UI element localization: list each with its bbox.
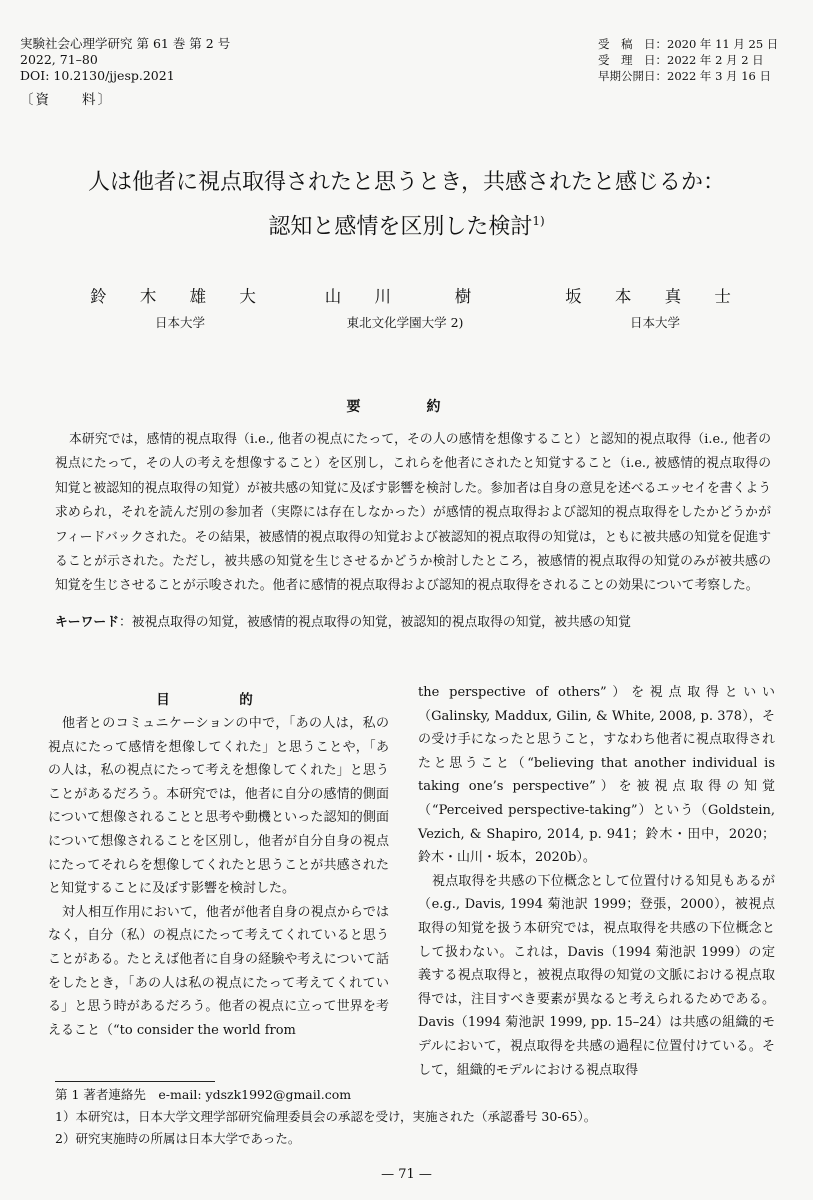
section-tag: 〔資 料〕 <box>20 92 113 108</box>
author-2 <box>300 283 510 331</box>
author-1 <box>80 283 280 331</box>
section-heading-purpose: 目 的 <box>156 692 281 708</box>
body-paragraph: the perspective of others”）を視点取得といい（Galinsky, Maddux, Gilin, & White, 2008, p. 378），その受け手になったと思うこと，すなわち他者に視点取得されたと思うこと（“believing that another individual is taking one’s perspective”）を被視点取得の知覚（“Perceived perspective-taking”）という（Goldstein, Vezich, & Shapiro, 2014, p. 941；鈴木・田中，2020；鈴木・山川・坂本，2020b）。 <box>418 685 775 866</box>
footnote-divider <box>55 1081 215 1082</box>
journal-pages: 2022, 71–80 <box>20 52 98 67</box>
footnotes <box>55 1084 596 1150</box>
author-affiliation: 東北文化学園大学 2) <box>346 315 464 330</box>
body-paragraph: 他者とのコミュニケーションの中で，「あの人は，私の視点にたって感情を想像してくれた」と思うことや，「あの人は，私の視点にたって考えを想像してくれた」と思うことがあるだろう。本研究では，他者に自分の感情的側面について想像されることと思考や動機といった認知的側面について想像されることを区別し，他者が自分自身の視点にたってそれらを想像してくれたと思うことが共感されたと知覚することに及ぼす影響を検討した。 <box>48 716 389 897</box>
author-name: 鈴 木 雄 大 <box>90 287 270 306</box>
author-name: 山 川 樹 <box>324 287 486 306</box>
keywords-label: キーワード <box>55 615 119 630</box>
abstract-heading: 要 約 <box>346 399 467 415</box>
author-name: 坂 本 真 士 <box>565 287 745 306</box>
body-paragraph: 対人相互作用において，他者が他者自身の視点からではなく，自分（私）の視点にたって考えてくれていると思うことがある。たとえば他者に自身の経験や考えについて話をしたとき，「あの人は私の視点にたって考えてくれている」と思う時があるだろう。他者の視点に立って世界を考えること（“to consider the world from <box>48 904 389 1038</box>
author-affiliation: 日本大学 <box>629 315 680 330</box>
keywords-list: ：被視点取得の知覚，被感情的視点取得の知覚，被認知的視点取得の知覚，被共感の知覚 <box>118 615 631 630</box>
early-publication-date: 早期公開日：2022 年 3 月 16 日 <box>598 69 771 83</box>
footnote-1: 1）本研究は，日本大学文理学部研究倫理委員会の承認を受け，実施された（承認番号 30-65）。 <box>55 1109 597 1124</box>
paper-title <box>0 164 813 246</box>
author-3 <box>555 283 755 331</box>
accepted-date: 受 理 日：2022 年 2 月 2 日 <box>598 53 764 67</box>
page-number: — 71 — <box>381 1167 432 1182</box>
body-left-column <box>48 712 389 1042</box>
author-affiliation: 日本大学 <box>154 315 205 330</box>
keywords <box>55 611 771 630</box>
journal-doi: DOI: 10.2130/jjesp.2021 <box>20 68 175 83</box>
footnote-contact: 第 1 著者連絡先 e-mail: ydszk1992@gmail.com <box>55 1087 352 1102</box>
journal-name: 実験社会心理学研究 第 61 巻 第 2 号 <box>20 36 231 51</box>
body-paragraph: 視点取得を共感の下位概念として位置付ける知見もあるが（e.g., Davis, 1994 菊池訳 1999；登張，2000），被視点取得の知覚を扱う本研究では，視点取得を共感の下位概念として扱わない。これは，Davis（1994 菊池訳 1999）の定義する視点取得と，被視点取得の知覚の文脈における視点取得では，注目すべき要素が異なると考えられるためである。Davis（1994 菊池訳 1999, pp. 15–24）は共感の組織的モデルにおいて，視点取得を共感の過程に位置付けている。そして，組織的モデルにおける視点取得 <box>418 873 775 1078</box>
title-footnote-mark: 1) <box>532 214 545 228</box>
body-right-column <box>418 681 775 1082</box>
received-date: 受 稿 日：2020 年 11 月 25 日 <box>598 37 779 51</box>
title-line-2: 認知と感情を区別した検討$^{1)}$ <box>268 214 545 240</box>
journal-header <box>20 36 230 84</box>
title-line-1: 人は他者に視点取得されたと思うとき，共感されたと感じるか： <box>87 170 726 195</box>
abstract-text: 本研究では，感情的視点取得（i.e., 他者の視点にたって，その人の感情を想像すること）と認知的視点取得（i.e., 他者の視点にたって，その人の考えを想像すること）を区別し，これらを他者にされたと知覚すること（i.e., 被感情的視点取得の知覚と被認知的視点取得の知覚）が被共感の知覚に及ぼす影響を検討した。参加者は自身の意見を述べるエッセイを書くよう求められ，それを読んだ別の参加者（実際には存在しなかった）が感情的視点取得および認知的視点取得をしたかどうかがフィードバックされた。その結果，被感情的視点取得の知覚および被認知的視点取得の知覚は，ともに被共感の知覚を促進することが示された。ただし，被共感の知覚を生じさせるかどうか検討したところ，被感情的視点取得の知覚のみが被共感の知覚を生じさせることが示唆された。他者に感情的視点取得および認知的視点取得をされることの効果について考察した。 <box>55 432 771 594</box>
publication-dates <box>598 36 778 84</box>
footnote-2: 2）研究実施時の所属は日本大学であった。 <box>55 1131 301 1146</box>
